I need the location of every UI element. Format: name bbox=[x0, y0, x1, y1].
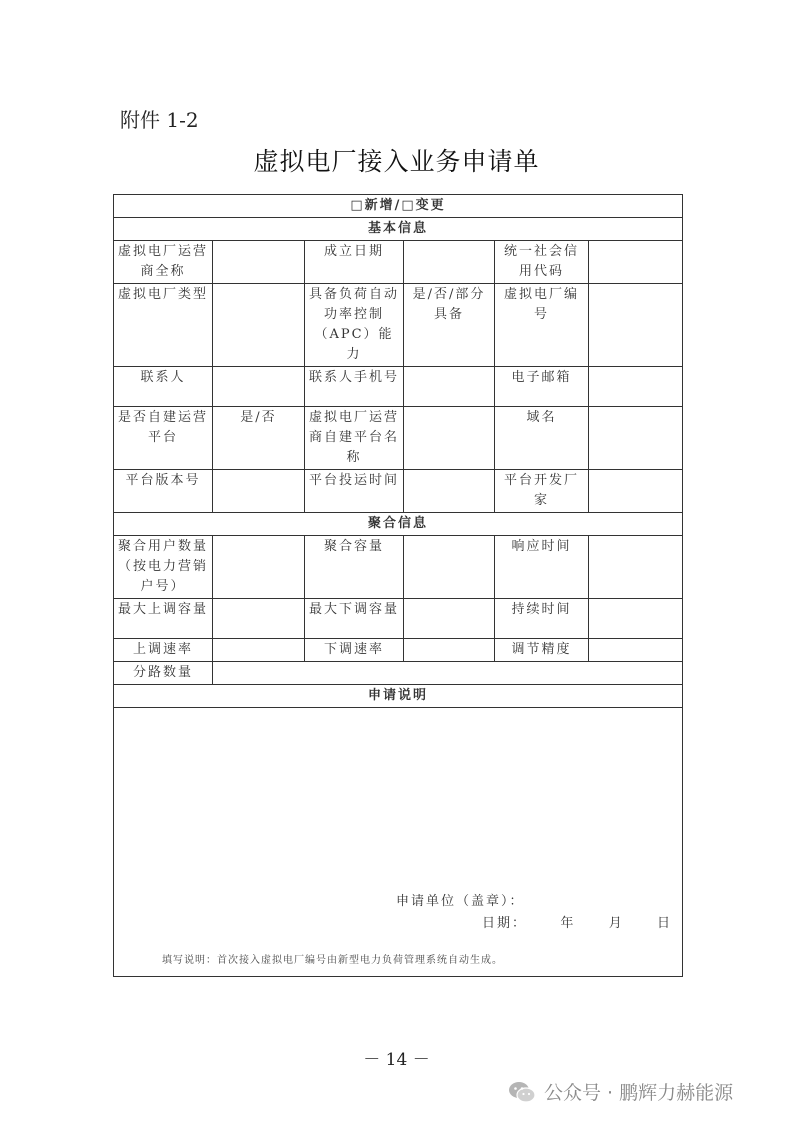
applicant-label: 申请单位（盖章）： bbox=[396, 894, 525, 909]
aggregate-info-header: 聚合信息 bbox=[114, 513, 683, 536]
established-date-label: 成立日期 bbox=[305, 241, 404, 284]
precision-field[interactable] bbox=[589, 639, 683, 662]
page-number: － 14 － bbox=[363, 1050, 430, 1070]
email-field[interactable] bbox=[589, 367, 683, 407]
aggregate-capacity-field[interactable] bbox=[404, 536, 495, 599]
max-down-capacity-field[interactable] bbox=[404, 599, 495, 639]
table-row bbox=[114, 536, 683, 599]
watermark bbox=[508, 1078, 733, 1105]
table-row bbox=[114, 367, 683, 407]
table-row bbox=[114, 639, 683, 662]
credit-code-field[interactable] bbox=[589, 241, 683, 284]
self-built-platform-label: 是否自建运营平台 bbox=[114, 407, 213, 470]
apc-capability-field[interactable]: 是/否/部分具备 bbox=[404, 284, 495, 367]
table-row bbox=[114, 407, 683, 470]
table-row bbox=[114, 599, 683, 639]
date-line bbox=[482, 914, 672, 934]
contact-phone-label: 联系人手机号 bbox=[305, 367, 404, 407]
page-title: 虚拟电厂接入业务申请单 bbox=[253, 147, 540, 176]
table-row bbox=[114, 241, 683, 284]
wechat-icon bbox=[508, 1081, 536, 1103]
vpp-number-label: 虚拟电厂编号 bbox=[495, 284, 589, 367]
table-row bbox=[114, 662, 683, 685]
day-label: 日 bbox=[657, 916, 673, 931]
basic-info-header: 基本信息 bbox=[114, 218, 683, 241]
max-up-capacity-label: 最大上调容量 bbox=[114, 599, 213, 639]
aggregate-users-field[interactable] bbox=[213, 536, 305, 599]
table-row bbox=[114, 284, 683, 367]
watermark-text: 公众号 · 鹏辉力赫能源 bbox=[544, 1082, 734, 1104]
credit-code-label: 统一社会信用代码 bbox=[495, 241, 589, 284]
domain-field[interactable] bbox=[589, 407, 683, 470]
platform-vendor-label: 平台开发厂家 bbox=[495, 470, 589, 513]
vpp-type-field[interactable] bbox=[213, 284, 305, 367]
year-label: 年 bbox=[560, 916, 576, 931]
duration-label: 持续时间 bbox=[495, 599, 589, 639]
duration-field[interactable] bbox=[589, 599, 683, 639]
contact-label: 联系人 bbox=[114, 367, 213, 407]
vpp-type-label: 虚拟电厂类型 bbox=[114, 284, 213, 367]
fill-note: 填写说明：首次接入虚拟电厂编号由新型电力负荷管理系统自动生成。 bbox=[162, 955, 503, 966]
aggregate-capacity-label: 聚合容量 bbox=[305, 536, 404, 599]
platform-name-field[interactable] bbox=[404, 407, 495, 470]
branch-count-label: 分路数量 bbox=[114, 662, 213, 685]
platform-commission-field[interactable] bbox=[404, 470, 495, 513]
application-explain-header: 申请说明 bbox=[114, 685, 683, 708]
platform-vendor-field[interactable] bbox=[589, 470, 683, 513]
aggregate-users-label: 聚合用户数量（按电力营销户号） bbox=[114, 536, 213, 599]
up-rate-label: 上调速率 bbox=[114, 639, 213, 662]
precision-label: 调节精度 bbox=[495, 639, 589, 662]
down-rate-field[interactable] bbox=[404, 639, 495, 662]
max-down-capacity-label: 最大下调容量 bbox=[305, 599, 404, 639]
down-rate-label: 下调速率 bbox=[305, 639, 404, 662]
response-time-label: 响应时间 bbox=[495, 536, 589, 599]
apc-capability-label: 具备负荷自动功率控制（APC）能力 bbox=[305, 284, 404, 367]
operator-name-label: 虚拟电厂运营商全称 bbox=[114, 241, 213, 284]
application-form bbox=[113, 194, 683, 977]
domain-label: 域名 bbox=[495, 407, 589, 470]
platform-commission-label: 平台投运时间 bbox=[305, 470, 404, 513]
month-label: 月 bbox=[608, 916, 624, 931]
application-explain-area[interactable] bbox=[114, 708, 683, 977]
platform-name-label: 虚拟电厂运营商自建平台名称 bbox=[305, 407, 404, 470]
max-up-capacity-field[interactable] bbox=[213, 599, 305, 639]
established-date-field[interactable] bbox=[404, 241, 495, 284]
platform-version-label: 平台版本号 bbox=[114, 470, 213, 513]
self-built-platform-field[interactable]: 是/否 bbox=[213, 407, 305, 470]
response-time-field[interactable] bbox=[589, 536, 683, 599]
date-label: 日期： bbox=[482, 916, 528, 931]
email-label: 电子邮箱 bbox=[495, 367, 589, 407]
contact-field[interactable] bbox=[213, 367, 305, 407]
platform-version-field[interactable] bbox=[213, 470, 305, 513]
up-rate-field[interactable] bbox=[213, 639, 305, 662]
table-row bbox=[114, 470, 683, 513]
vpp-number-field[interactable] bbox=[589, 284, 683, 367]
branch-count-field[interactable] bbox=[213, 662, 683, 685]
contact-phone-field[interactable] bbox=[404, 367, 495, 407]
attachment-label: 附件 1-2 bbox=[120, 108, 199, 132]
application-type-row[interactable]: □新增/□变更 bbox=[114, 195, 683, 218]
operator-name-field[interactable] bbox=[213, 241, 305, 284]
